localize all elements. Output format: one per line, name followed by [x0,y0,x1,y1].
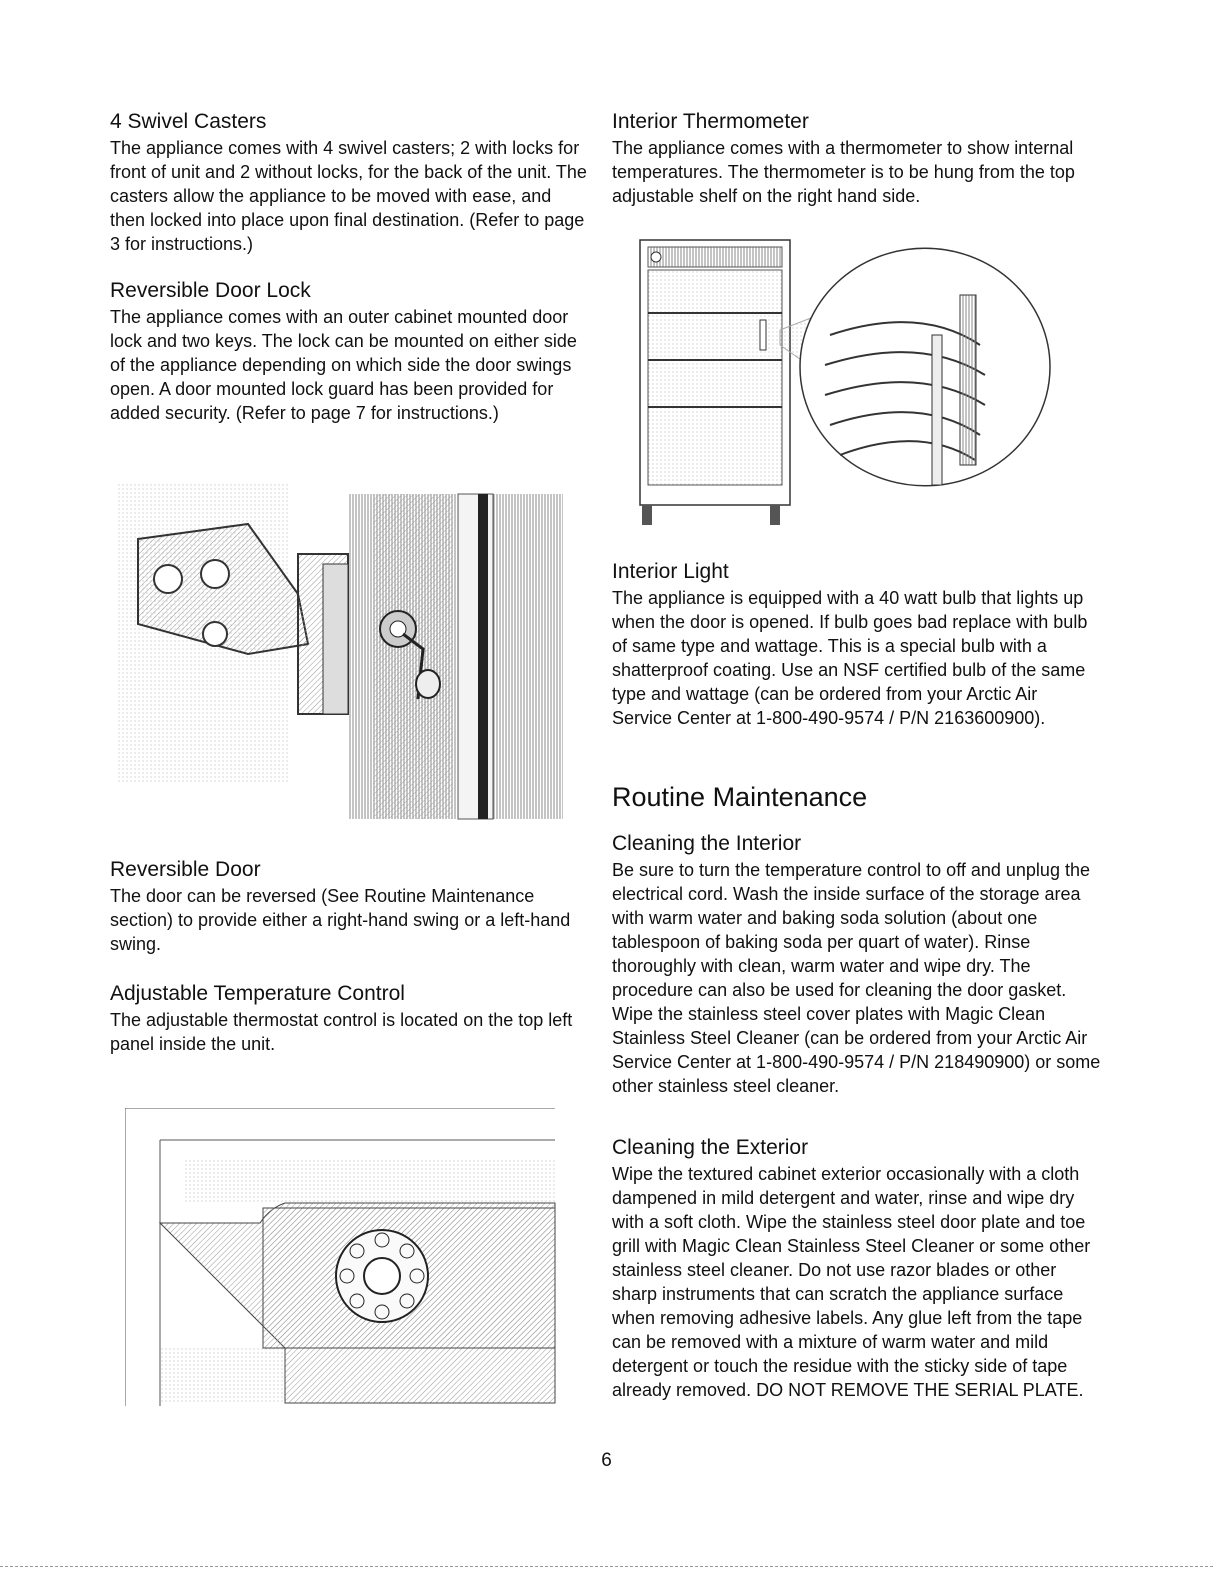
routine-maintenance-section [612,782,1102,813]
door-lock-illustration [118,484,568,824]
section-interior-thermometer [612,110,1102,208]
interior-light-heading: Interior Light [612,560,729,583]
temperature-control-illustration [125,1108,565,1408]
bottom-divider [0,1566,1213,1567]
cleaning-exterior-heading: Cleaning the Exterior [612,1136,809,1159]
cleaning-exterior-text: Wipe the textured cabinet exterior occasionally with a cloth dampened in mild detergent and water, rinse and wipe dry with a soft cloth. Wipe the stainless steel door plate and toe grill with Magic Clean Stainless Steel Cleaner or some other stainless steel cleaner. Do not use razor blades or other sharp instruments that can scratch the appliance surface when removing adhesive labels. Any glue left from the tape can be removed with a mixture of warm water and mild detergent or touch the residue with the sticky side of tape already removed. DO NOT REMOVE THE SERIAL PLATE. [612,1164,1091,1400]
thermometer-text: The appliance comes with a thermometer to show internal temperatures. The thermometer is to be hung from the top adjustable shelf on the right hand side. [612,138,1075,206]
thermometer-illustration [620,235,1060,530]
section-temp-control [110,982,588,1056]
section-cleaning-exterior [612,1136,1102,1402]
reversible-door-heading: Reversible Door [110,858,261,881]
door-lock-heading: Reversible Door Lock [110,279,311,302]
temp-control-heading: Adjustable Temperature Control [110,982,405,1005]
page-number: 6 [601,1450,612,1471]
interior-light-text: The appliance is equipped with a 40 watt bulb that lights up when the door is opened. If bulb goes bad replace with bulb of same type and wattage. This is a special bulb with a shatterproof coating. Use an NSF certified bulb of the same type and wattage (can be ordered from your Arctic Air Service Center at 1-800-490-9574 / P/N 2163600900). [612,588,1088,728]
reversible-door-text: The door can be reversed (See Routine Maintenance section) to provide either a right-hand swing or a left-hand swing. [110,886,571,954]
section-reversible-door [110,858,588,956]
section-cleaning-interior [612,832,1102,1098]
thermometer-heading: Interior Thermometer [612,110,809,133]
swivel-casters-text: The appliance comes with 4 swivel casters; 2 with locks for front of unit and 2 without locks, for the back of the unit. The casters allow the appliance to be moved with ease, and then locked into place upon final destination. (Refer to page 3 for instructions.) [110,138,587,254]
routine-maintenance-heading: Routine Maintenance [612,782,868,812]
section-reversible-door-lock [110,279,588,425]
door-lock-text: The appliance comes with an outer cabinet mounted door lock and two keys. The lock can be mounted on either side of the appliance depending on which side the door swings open. A door mounted lock guard has been provided for added security. (Refer to page 7 for instructions.) [110,307,577,423]
section-swivel-casters [110,110,588,256]
cleaning-interior-text: Be sure to turn the temperature control to off and unplug the electrical cord. Wash the inside surface of the storage area with warm water and baking soda solution (about one tablespoon of baking soda per quart of water). Rinse thoroughly with clean, warm water and wipe dry. The procedure can also be used for cleaning the door gasket. Wipe the stainless steel cover plates with Magic Clean Stainless Steel Cleaner (can be ordered from your Arctic Air Service Center at 1-800-490-9574 / P/N 218490900) or some other stainless steel cleaner. [612,860,1101,1096]
section-interior-light [612,560,1102,730]
cleaning-interior-heading: Cleaning the Interior [612,832,802,855]
swivel-casters-heading: 4 Swivel Casters [110,110,267,133]
temp-control-text: The adjustable thermostat control is located on the top left panel inside the unit. [110,1010,573,1054]
